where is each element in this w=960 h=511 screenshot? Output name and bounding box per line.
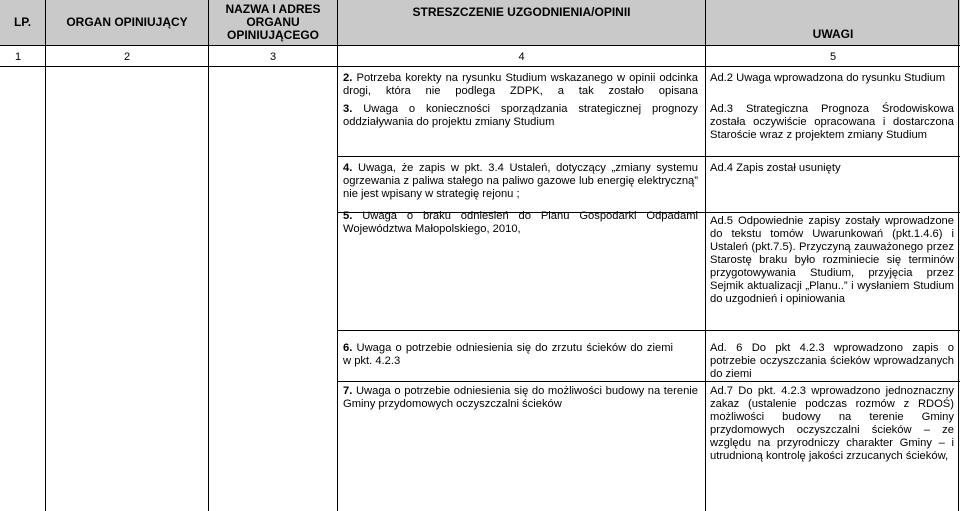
header-summary-lower xyxy=(338,24,705,45)
summary-item-7 xyxy=(343,385,698,411)
rule-summary-row7 xyxy=(338,381,960,382)
header-remarks-upper xyxy=(706,0,960,24)
rule-col-4 xyxy=(705,0,706,511)
summary-text: Uwaga o potrzebie odniesienia się do zrzutu ścieków do ziemi w pkt. 4.2.3 xyxy=(343,342,674,367)
remark-text: Ad. 6 Do pkt 4.2.3 wprowadzono zapis o potrzebie oczyszczania ścieków wprowadzanych do ziemi xyxy=(710,342,954,380)
remark-item-6 xyxy=(710,342,954,381)
remark-text: Ad.3 Strategiczna Prognoza Środowiskowa została oczywiście opracowana i dostarczona Staroście wraz z projektem zmiany Studium xyxy=(710,103,954,141)
col-number-4: 4 xyxy=(518,51,525,63)
summary-number: 7. xyxy=(343,385,353,397)
rule-right-edge xyxy=(958,0,959,511)
summary-number: 5. xyxy=(343,210,353,222)
summary-number: 6. xyxy=(343,342,353,354)
summary-text: Potrzeba korekty na rysunku Studium wskazanego w opinii odcinka drogi, która nie podlega ZDPK, a tak zostało opisana xyxy=(343,72,698,97)
summary-item-2 xyxy=(343,72,698,98)
remark-text: Ad.5 Odpowiednie zapisy zostały wprowadzone do tekstu tomów Uwarunkowań (pkt.1.4.6) i Ustaleń (pkt.7.5). Przyczyną zauważonego przez Starostę braku było rozminiecie się terminów przygotowywania Studium, przyjęcia przez Sejmik aktualizacji „Planu..” i wysłaniem Studium do uzgodnień i opiniowania xyxy=(710,215,954,305)
header-remarks: UWAGI xyxy=(706,24,960,45)
summary-item-4 xyxy=(343,162,698,201)
col-number-3: 3 xyxy=(269,51,277,63)
col-number-1: 1 xyxy=(14,51,22,63)
rule-col-1 xyxy=(45,0,46,511)
rule-summary-row3 xyxy=(338,156,960,157)
summary-text: Uwaga o potrzebie odniesienia się do możliwości budowy na terenie Gminy przydomowych oczyszczalni ścieków xyxy=(343,385,699,410)
rule-col-3 xyxy=(337,0,338,511)
header-organ: ORGAN OPINIUJĄCY xyxy=(46,0,208,45)
header-summary: STRESZCZENIE UZGODNIENIA/OPINII xyxy=(338,0,705,24)
summary-number: 2. xyxy=(343,72,353,84)
rule-below-numbers xyxy=(0,66,960,67)
summary-number: 4. xyxy=(343,162,353,174)
summary-number: 3. xyxy=(343,103,353,115)
summary-text: Uwaga, że zapis w pkt. 3.4 Ustaleń, dotyczący „zmiany systemu ogrzewania z paliwa stałego na paliwo gazowe lub energię elektryczną” nie jest wpisany w strategię rejonu ; xyxy=(343,162,698,200)
summary-text: Uwaga o braku odniesień do Planu Gospodarki Odpadami Województwa Małopolskiego, 2010, xyxy=(343,210,698,235)
col-number-5: 5 xyxy=(829,51,837,63)
remark-item-3 xyxy=(710,103,954,142)
remark-text: Ad.7 Do pkt. 4.2.3 wprowadzono jednoznaczny zakaz (ustalenie podczas rozmów z RDOŚ) możliwości budowy na terenie Gminy przydomowych oczyszczalni ścieków – ze względu na przyrodniczy charakter Gminy – i utrudnioną kontrolę jakości zrzucanych ścieków, xyxy=(710,385,954,462)
summary-text: Uwaga o konieczności sporządzania strategicznej prognozy oddziaływania do projektu zmiany Studium xyxy=(343,103,699,128)
remark-item-4 xyxy=(710,162,954,175)
header-lp: LP. xyxy=(0,0,45,45)
rule-top-header xyxy=(0,45,960,46)
header-address: NAZWA I ADRES ORGANU OPINIUJĄCEGO xyxy=(209,0,337,45)
remark-text: Ad.4 Zapis został usunięty xyxy=(710,162,841,174)
remark-item-7 xyxy=(710,385,954,463)
summary-item-5 xyxy=(343,210,698,236)
col-number-2: 2 xyxy=(123,51,131,63)
rule-summary-row5 xyxy=(338,330,960,331)
summary-item-3 xyxy=(343,103,698,129)
remark-item-5 xyxy=(710,215,954,306)
rule-col-2 xyxy=(208,0,209,511)
remark-text: Ad.2 Uwaga wprowadzona do rysunku Studium xyxy=(710,72,946,84)
summary-item-6 xyxy=(343,342,673,368)
remark-item-2 xyxy=(710,72,954,85)
